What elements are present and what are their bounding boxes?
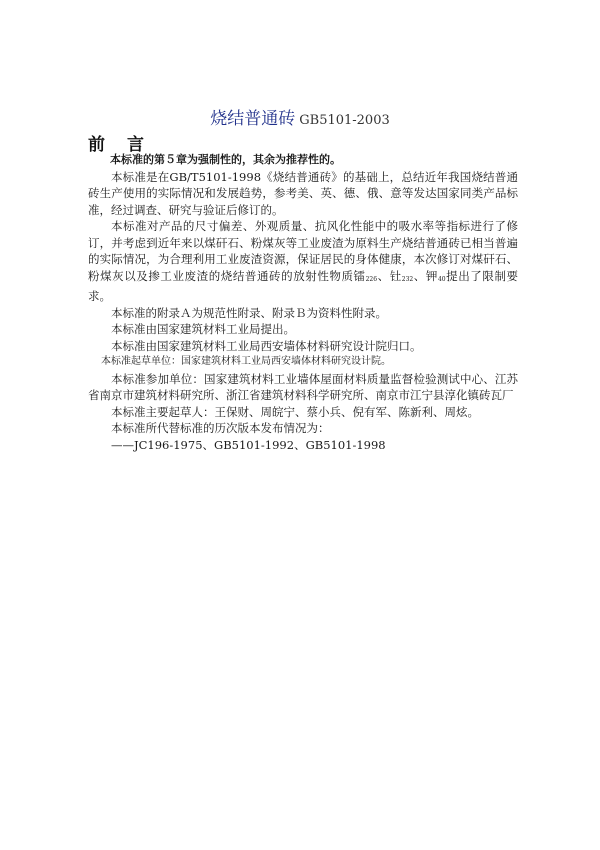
paragraph-appendix: 本标准的附录Ａ为规范性附录、附录Ｂ为资料性附录。: [111, 305, 387, 320]
standard-code: GB5101-2003: [299, 113, 390, 128]
isotope-k: 40: [437, 275, 446, 283]
paragraph-revision: [88, 218, 518, 305]
isotope-th: 232: [401, 275, 414, 283]
paragraph-participants: 本标准参加单位：国家建筑材料工业墙体屋面材料质量监督检验测试中心、江苏省南京市建筑材料研究所、浙江省建筑材料科学研究所、南京市江宁县淳化镇砖瓦厂: [88, 371, 518, 402]
section-heading-foreword: 前言: [88, 135, 166, 155]
paragraph-drafters: 本标准主要起草人：王保财、周皖宁、蔡小兵、倪有军、陈新利、周炫。: [111, 404, 479, 419]
paragraph-basis: 本标准是在GB/T5101-1998《烧结普通砖》的基础上，总结近年我国烧结普通砖生产使用的实际情况和发展趋势，参考美、英、德、俄、意等发达国家同类产品标准，经过调查、研究与验证后修订的。: [88, 169, 518, 217]
paragraph-managed: 本标准由国家建筑材料工业局西安墙体材料研究设计院归口。: [111, 338, 422, 353]
foreword-body: [88, 152, 518, 453]
isotope-ra: 226: [365, 275, 378, 283]
paragraph-history-intro: 本标准所代替标准的历次版本发布情况为：: [111, 421, 330, 435]
document-title: [0, 108, 600, 132]
revision-text-end: 提出了限制要求。: [88, 268, 519, 303]
paragraph-drafting-unit: 本标准起草单位：国家建筑材料工业局西安墙体材料研究设计院。: [101, 356, 391, 367]
mandatory-note: 本标准的第５章为强制性的，其余为推荐性的。: [110, 153, 341, 166]
separator-k: 、钾: [413, 268, 438, 283]
paragraph-proposed: 本标准由国家建筑材料工业局提出。: [111, 322, 295, 336]
revision-text-start: 本标准对产品的尺寸偏差、外观质量、抗风化性能中的吸水率等指标进行了修订，并考虑到近年来以煤矸石、粉煤灰等工业废渣为原料生产烧结普通砖已相当普遍的实际情况，为合理利用工业废渣资源，保证居民的身体健康，本次修订对煤矸石、粉煤灰以及掺工业废渣的烧结普通砖的放射性物质镭: [88, 219, 518, 283]
standard-name: 烧结普通砖: [210, 109, 296, 129]
paragraph-history: ——JC196-1975、GB5101-1992、GB5101-1998: [111, 437, 386, 452]
separator-th: 、钍: [377, 268, 402, 283]
